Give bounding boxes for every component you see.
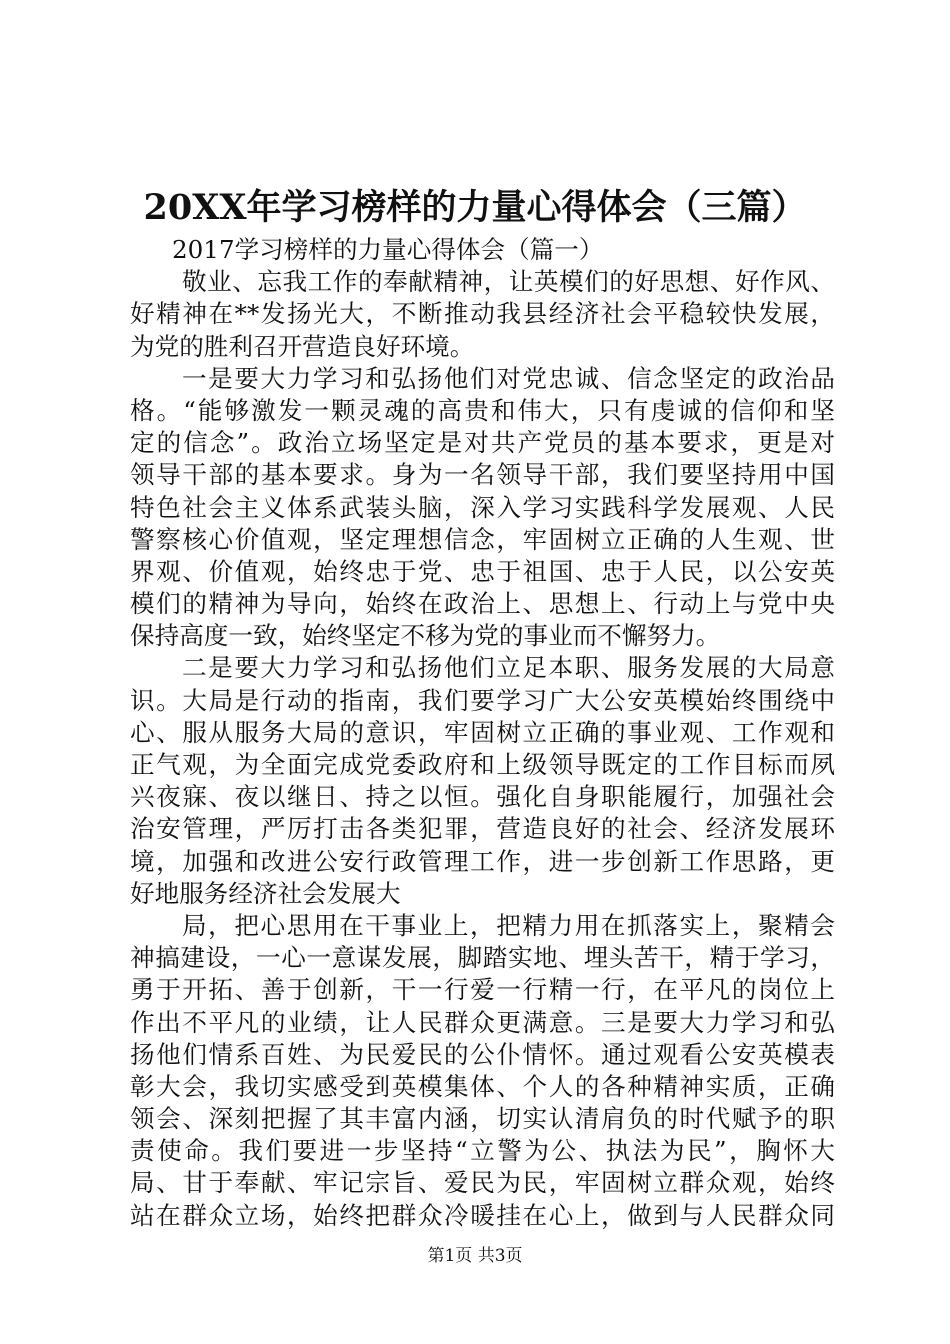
text-line: 心、服从服务大局的意识，牢固树立正确的事业观、工作观和 — [130, 717, 835, 747]
text-line: 境，加强和改进公安行政管理工作，进一步创新工作思路，更 — [130, 846, 835, 876]
text-line: 扬他们情系百姓、为民爱民的公仆情怀。通过观看公安英模表 — [130, 1039, 835, 1069]
text-line: 为党的胜利召开营造良好环境。 — [130, 331, 475, 361]
text-line: 兴夜寐、夜以继日、持之以恒。强化自身职能履行，加强社会 — [130, 782, 835, 812]
text-line: 正气观，为全面完成党委政府和上级领导既定的工作目标而夙 — [130, 750, 835, 779]
document-title: 20XX年学习榜样的力量心得体会（三篇） — [143, 187, 807, 228]
page-footer: 第1页 共3页 — [427, 1246, 523, 1266]
text-line: 特色社会主义体系武装头脑，深入学习实践科学发展观、人民 — [130, 492, 835, 522]
text-line: 定的信念”。政治立场坚定是对共产党员的基本要求，更是对 — [130, 428, 835, 458]
text-line: 彰大会，我切实感受到英模集体、个人的各种精神实质，正确 — [130, 1071, 835, 1101]
section-subtitle: 2017学习榜样的力量心得体会（篇一） — [172, 235, 604, 264]
text-line: 勇于开拓、善于创新，干一行爱一行精一行，在平凡的岗位上 — [130, 975, 835, 1005]
text-line: 警察核心价值观，坚定理想信念，牢固树立正确的人生观、世 — [130, 524, 835, 554]
paragraph-lines — [130, 266, 835, 1232]
text-line: 格。“能够激发一颗灵魂的高贵和伟大，只有虔诚的信仰和坚 — [130, 395, 835, 425]
text-line: 作出不平凡的业绩，让人民群众更满意。三是要大力学习和弘 — [130, 1007, 835, 1037]
text-line: 好地服务经济社会发展大 — [130, 878, 401, 908]
text-line: 领会、深刻把握了其丰富内涵，切实认清肩负的时代赋予的职 — [130, 1104, 835, 1134]
text-line: 好精神在**发扬光大，不断推动我县经济社会平稳较快发展， — [130, 299, 835, 329]
text-line: 局，把心思用在干事业上，把精力用在抓落实上，聚精会 — [182, 910, 835, 940]
text-line: 敬业、忘我工作的奉献精神，让英模们的好思想、好作风、 — [182, 267, 835, 297]
text-line: 一是要大力学习和弘扬他们对党忠诚、信念坚定的政治品 — [182, 363, 835, 393]
text-line: 二是要大力学习和弘扬他们立足本职、服务发展的大局意 — [182, 653, 835, 683]
text-line: 保持高度一致，始终坚定不移为党的事业而不懈努力。 — [130, 621, 721, 651]
text-line: 界观、价值观，始终忠于党、忠于祖国、忠于人民，以公安英 — [130, 556, 835, 586]
text-line: 神搞建设，一心一意谋发展，脚踏实地、埋头苦干，精于学习， — [130, 943, 835, 973]
text-line: 模们的精神为导向，始终在政治上、思想上、行动上与党中央 — [130, 589, 835, 619]
text-line: 治安管理，严厉打击各类犯罪，营造良好的社会、经济发展环 — [130, 814, 835, 844]
document-body — [130, 234, 835, 1232]
text-line: 局、甘于奉献、牢记宗旨、爱民为民，牢固树立群众观，始终 — [130, 1168, 835, 1198]
text-line: 责使命。我们要进一步坚持“立警为公、执法为民”，胸怀大 — [130, 1136, 835, 1166]
text-line: 领导干部的基本要求。身为一名领导干部，我们要坚持用中国 — [130, 460, 835, 490]
text-line: 识。大局是行动的指南，我们要学习广大公安英模始终围绕中 — [130, 685, 835, 715]
text-line: 站在群众立场，始终把群众冷暖挂在心上，做到与人民群众同 — [130, 1200, 835, 1230]
